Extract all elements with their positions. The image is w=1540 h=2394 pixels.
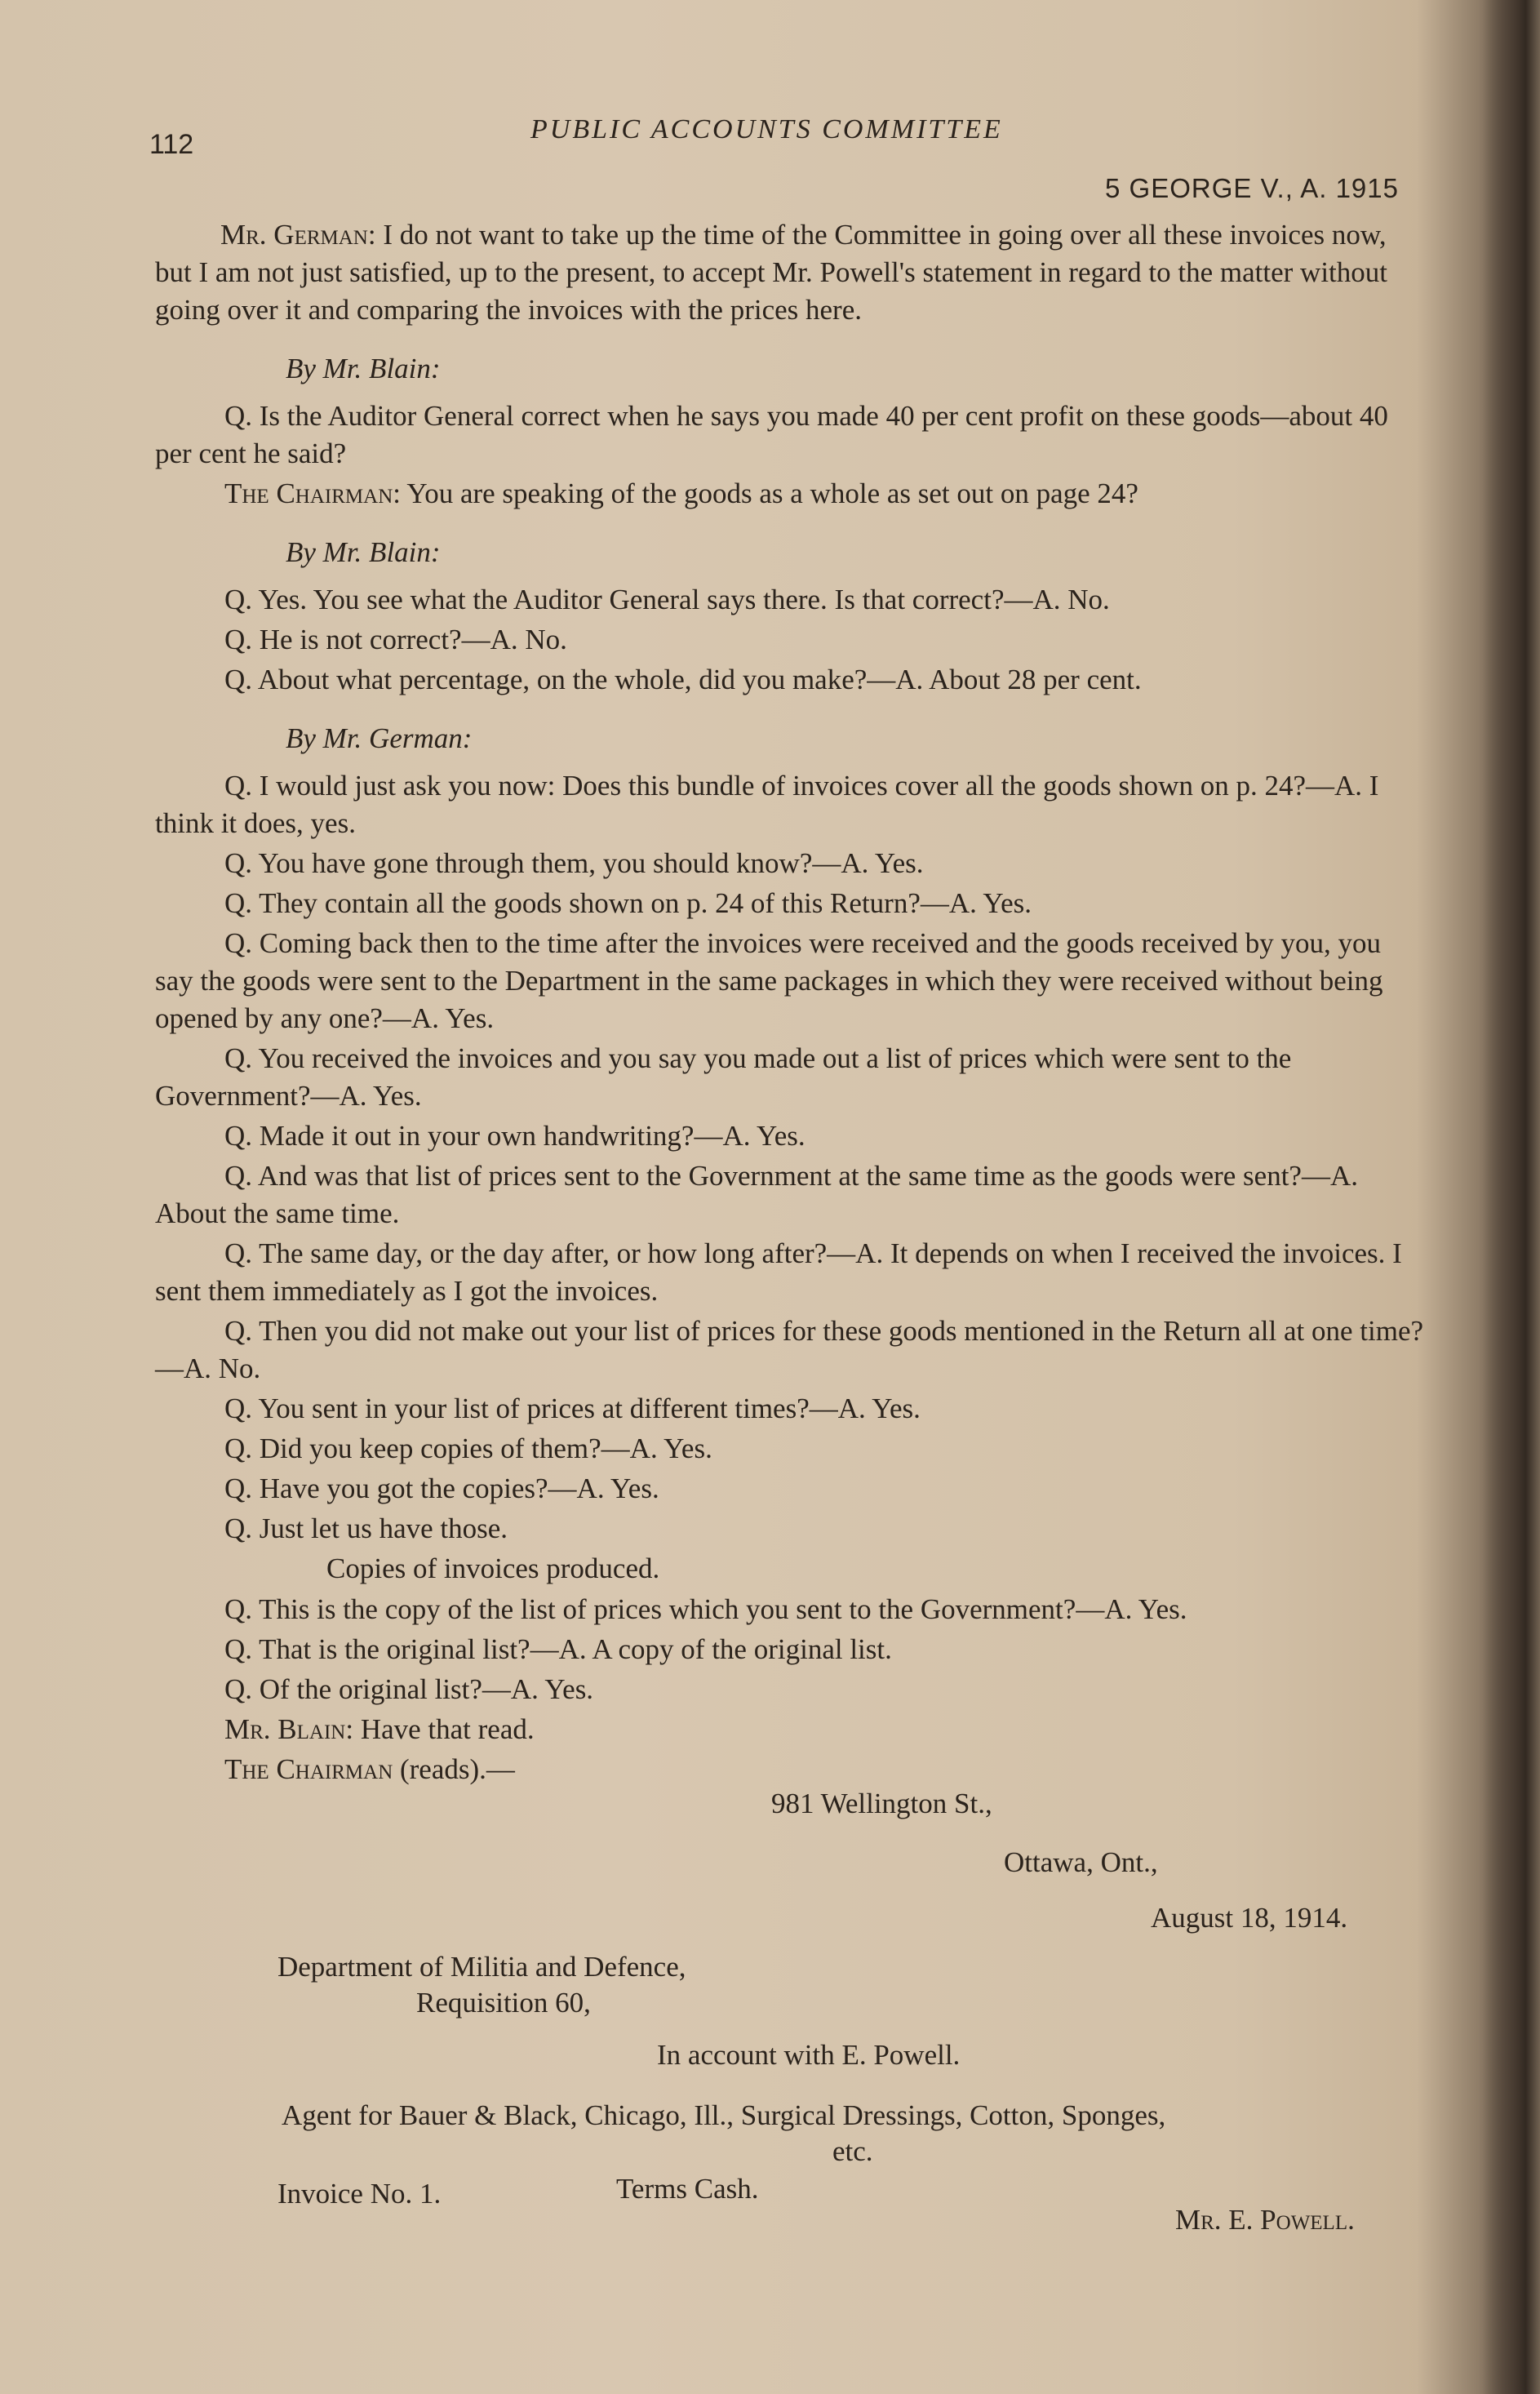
question-3: Q. He is not correct?—A. No. xyxy=(224,624,567,655)
paragraph-german-text: I do not want to take up the time of the Committee in going over all these invoices now, but I am not just satisfied, up to the present, to accept Mr. Powell's statement in regard to the matter without going over it and comparing the invoices with the prices here. xyxy=(155,219,1388,326)
letter-department: Department of Militia and Defence, xyxy=(277,1951,686,1983)
letter-address: 981 Wellington St., xyxy=(771,1788,992,1819)
question-11: Q. And was that list of prices sent to the Government at the same time as the goods were sent?—A. About the same time. xyxy=(155,1160,1358,1229)
chairman-remark-text: You are speaking of the goods as a whole as set out on page 24? xyxy=(400,477,1138,509)
chairman-reads xyxy=(155,1751,1424,1788)
letter-etc: etc. xyxy=(832,2135,873,2167)
question-4: Q. About what percentage, on the whole, did you make?—A. About 28 per cent. xyxy=(224,664,1142,695)
chairman-reads-text: (reads).— xyxy=(393,1753,515,1785)
letter-requisition: Requisition 60, xyxy=(416,1987,591,2019)
question-14: Q. You sent in your list of prices at different times?—A. Yes. xyxy=(224,1392,921,1424)
question-8: Q. Coming back then to the time after the invoices were received and the goods received by you, you say the goods were sent to the Department in the same packages in which they were received without being opened by any one?—A. Yes. xyxy=(155,927,1383,1034)
session-label: 5 GEORGE V., A. 1915 xyxy=(1105,173,1399,203)
question-6: Q. You have gone through them, you should know?—A. Yes. xyxy=(224,847,924,879)
paragraph-german xyxy=(155,216,1424,329)
byline-blain-2: By Mr. Blain: xyxy=(286,536,441,568)
question-15: Q. Did you keep copies of them?—A. Yes. xyxy=(224,1432,712,1464)
question-20: Q. Of the original list?—A. Yes. xyxy=(224,1673,594,1705)
question-18: Q. This is the copy of the list of prices which you sent to the Government?—A. Yes. xyxy=(224,1593,1187,1625)
question-9: Q. You received the invoices and you say you made out a list of prices which were sent to the Government?—A. Yes. xyxy=(155,1042,1292,1112)
speaker-german: Mr. German: xyxy=(220,219,376,251)
book-spine-shadow xyxy=(1483,0,1540,2394)
byline-german: By Mr. German: xyxy=(286,722,473,754)
question-2: Q. Yes. You see what the Auditor General says there. Is that correct?—A. No. xyxy=(224,584,1110,615)
letter-invoice-number: Invoice No. 1. xyxy=(277,2178,442,2210)
question-1: Q. Is the Auditor General correct when he says you made 40 per cent profit on these goods—about 40 per cent he said? xyxy=(155,400,1388,469)
blain-remark xyxy=(155,1711,1424,1748)
letter-city: Ottawa, Ont., xyxy=(1004,1846,1158,1878)
question-12: Q. The same day, or the day after, or how long after?—A. It depends on when I received the invoices. I sent them immediately as I got the invoices. xyxy=(155,1237,1402,1307)
question-19: Q. That is the original list?—A. A copy of the original list. xyxy=(224,1633,892,1665)
question-10: Q. Made it out in your own handwriting?—A. Yes. xyxy=(224,1120,806,1152)
speaker-chairman: The Chairman: xyxy=(224,477,401,509)
question-16: Q. Have you got the copies?—A. Yes. xyxy=(224,1472,659,1504)
question-5: Q. I would just ask you now: Does this bundle of invoices cover all the goods shown on p. 24?—A. I think it does, yes. xyxy=(155,770,1379,839)
question-17: Q. Just let us have those. xyxy=(224,1512,508,1544)
stage-direction: Copies of invoices produced. xyxy=(326,1552,660,1584)
page-number: 112 xyxy=(149,129,194,160)
speaker-blain: Mr. Blain: xyxy=(224,1713,354,1745)
running-head: PUBLIC ACCOUNTS COMMITTEE xyxy=(530,114,1003,144)
chairman-remark xyxy=(155,475,1424,513)
byline-blain-1: By Mr. Blain: xyxy=(286,353,441,384)
letter-account: In account with E. Powell. xyxy=(657,2039,961,2071)
question-13: Q. Then you did not make out your list of prices for these goods mentioned in the Return all at one time?—A. No. xyxy=(155,1315,1424,1384)
speaker-chairman-2: The Chairman xyxy=(224,1753,393,1785)
letter-date: August 18, 1914. xyxy=(1151,1902,1348,1934)
page-body xyxy=(155,216,1424,1791)
letter-signature: Mr. E. Powell. xyxy=(1175,2204,1355,2236)
question-7: Q. They contain all the goods shown on p. 24 of this Return?—A. Yes. xyxy=(224,887,1032,919)
letter-terms: Terms Cash. xyxy=(616,2173,759,2205)
letter-agent: Agent for Bauer & Black, Chicago, Ill., Surgical Dressings, Cotton, Sponges, xyxy=(282,2099,1166,2131)
blain-remark-text: Have that read. xyxy=(353,1713,535,1745)
